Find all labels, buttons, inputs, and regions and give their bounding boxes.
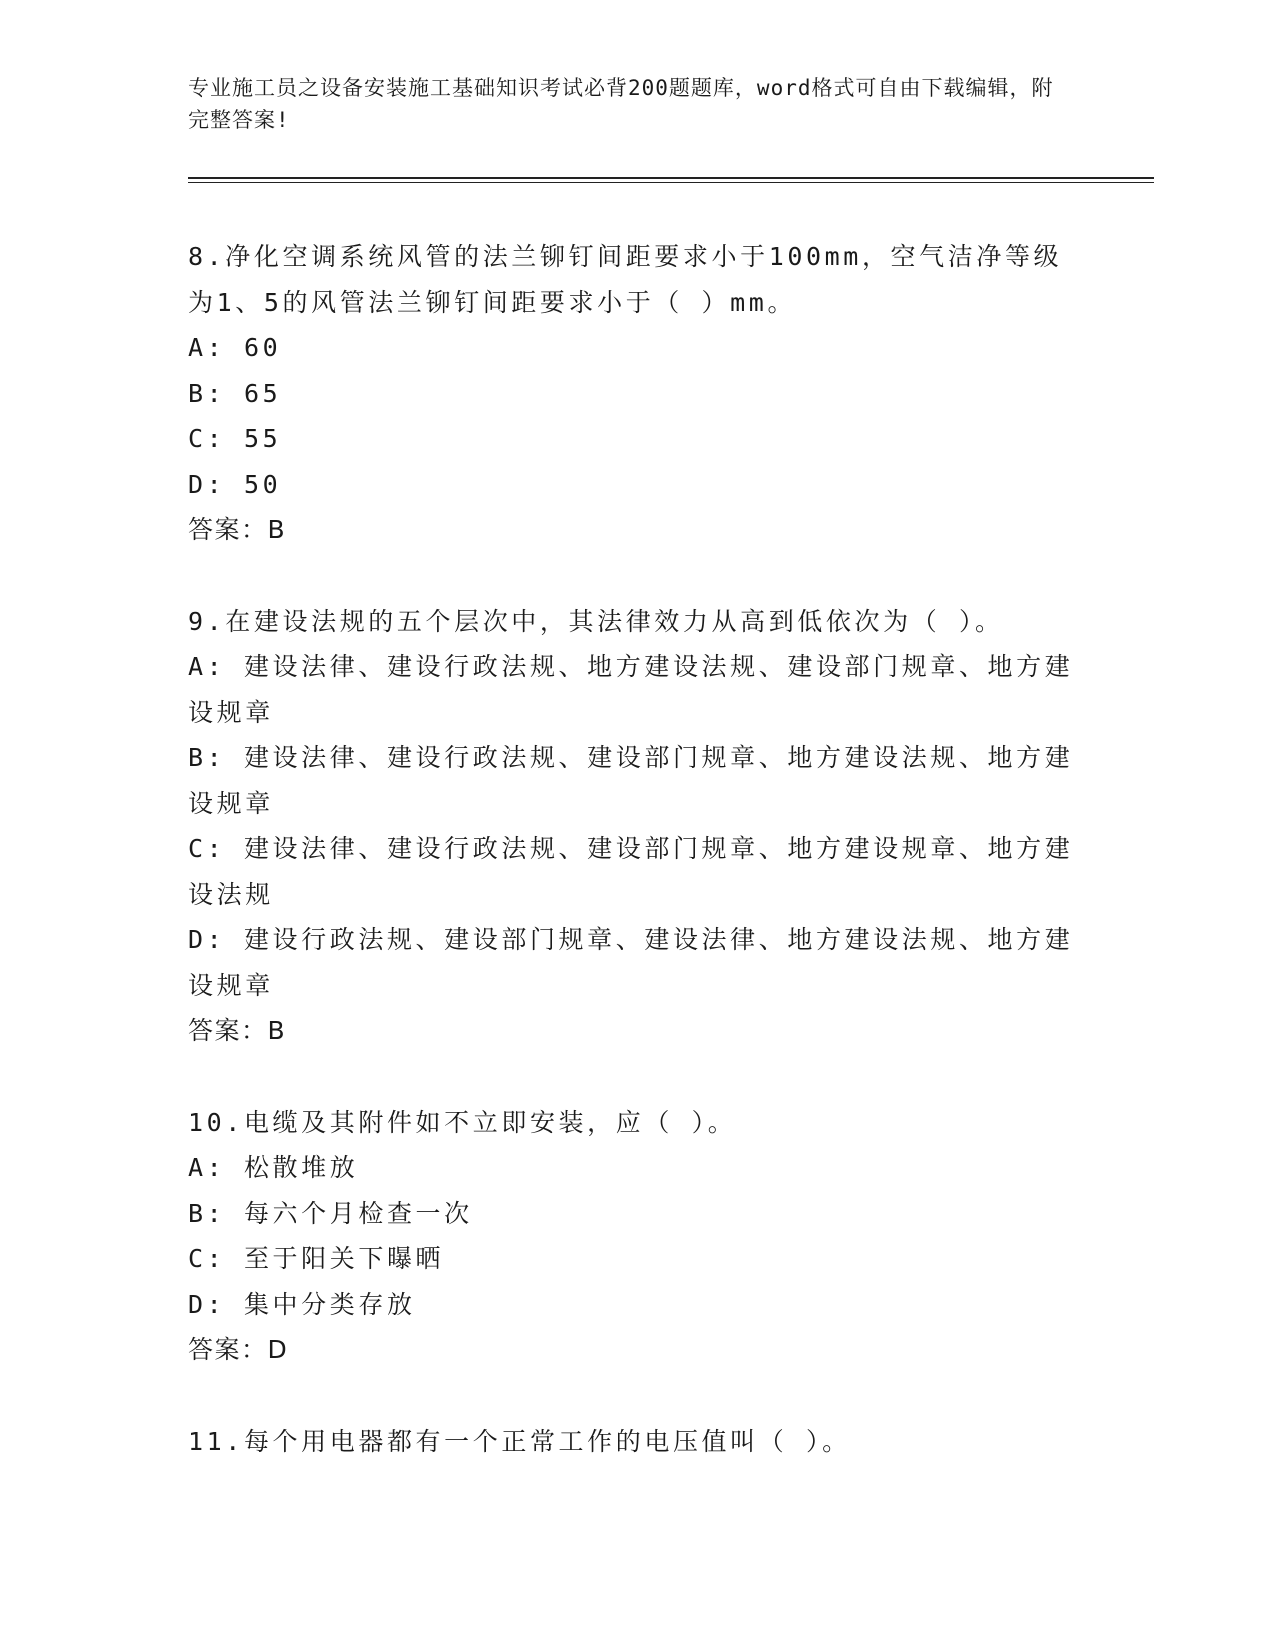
option-a: A: 建设法律、建设行政法规、地方建设法规、建设部门规章、地方建设规章 — [188, 652, 1074, 727]
option-c: C: 至于阳关下曝晒 — [188, 1244, 445, 1273]
question-10 — [188, 1100, 1088, 1373]
question-stem: 9.在建设法规的五个层次中，其法律效力从高到低依次为（ ）。 — [188, 606, 1004, 636]
answer: 答案：D — [188, 1335, 289, 1364]
option-b: B: 每六个月检查一次 — [188, 1198, 473, 1228]
question-list — [188, 234, 1088, 1510]
question-stem: 10.电缆及其附件如不立即安装，应（ ）。 — [188, 1107, 737, 1137]
option-d: D: 50 — [188, 469, 282, 499]
answer: 答案：B — [188, 515, 287, 544]
answer: 答案：B — [188, 1016, 287, 1045]
option-c: C: 55 — [188, 424, 282, 453]
option-d: D: 集中分类存放 — [188, 1289, 416, 1319]
question-9 — [188, 599, 1088, 1054]
option-b: B: 建设法律、建设行政法规、建设部门规章、地方建设法规、地方建设规章 — [188, 743, 1074, 818]
header-divider-thin — [188, 182, 1154, 183]
option-a: A: 60 — [188, 333, 282, 362]
option-d: D: 建设行政法规、建设部门规章、建设法律、地方建设法规、地方建设规章 — [188, 925, 1074, 1000]
document-header: 专业施工员之设备安装施工基础知识考试必背200题题库，word格式可自由下载编辑，附完整答案! — [188, 76, 1054, 132]
question-stem: 8.净化空调系统风管的法兰铆钉间距要求小于100mm，空气洁净等级为1、5的风管法兰铆钉间距要求小于（ ）mm。 — [188, 242, 1063, 317]
question-11 — [188, 1419, 1088, 1465]
option-c: C: 建设法律、建设行政法规、建设部门规章、地方建设规章、地方建设法规 — [188, 834, 1074, 909]
question-8 — [188, 234, 1088, 553]
option-b: B: 65 — [188, 378, 282, 408]
header-divider-thick — [188, 177, 1154, 179]
option-a: A: 松散堆放 — [188, 1153, 359, 1182]
question-stem: 11.每个用电器都有一个正常工作的电压值叫（ ）。 — [188, 1426, 851, 1456]
